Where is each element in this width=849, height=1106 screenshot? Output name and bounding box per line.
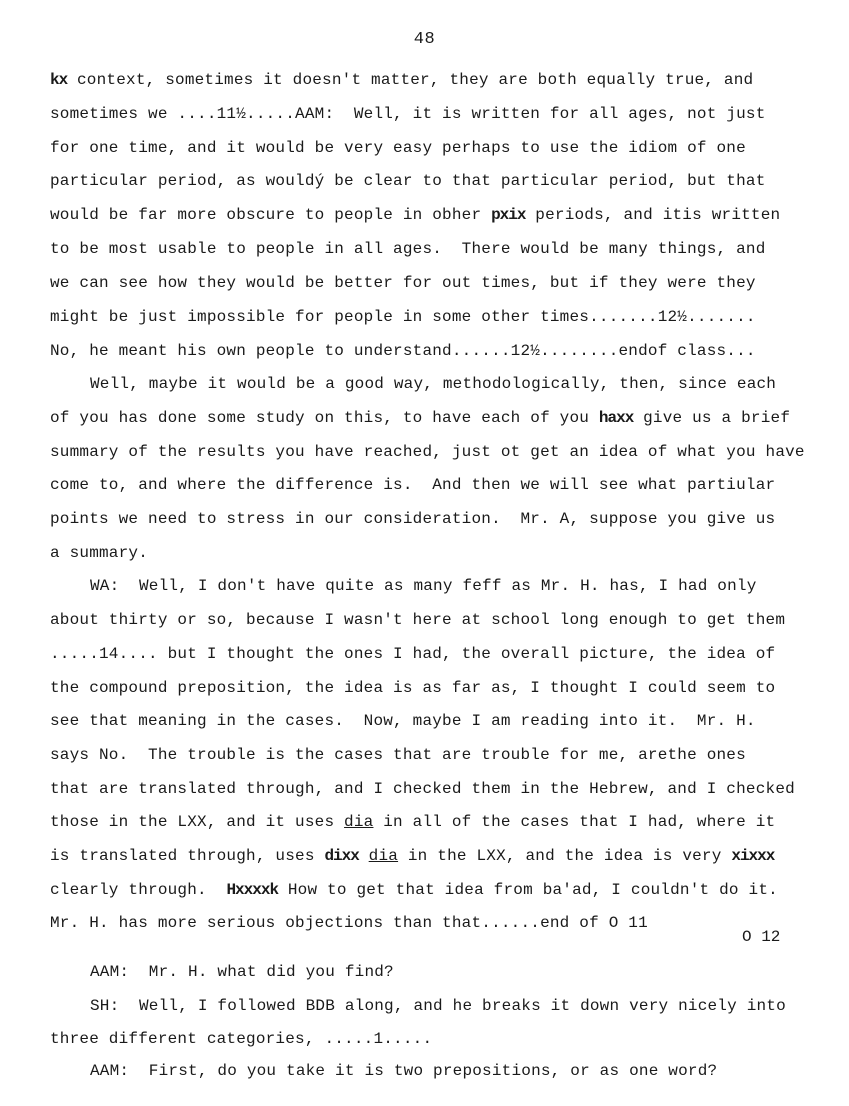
text-line	[50, 239, 766, 259]
text-line	[50, 104, 766, 124]
text-line	[50, 475, 775, 495]
struck-out-text: Hxxxxk	[226, 881, 279, 899]
text-segment: No, he meant his own people to understand......12½........endof class...	[50, 342, 756, 360]
text-segment: we can see how they would be better for out times, but if they were they	[50, 274, 756, 292]
text-segment: in all of the cases that I had, where it	[373, 813, 776, 831]
text-segment: particular period, as wouldý be clear to that particular period, but that	[50, 172, 766, 190]
text-line	[50, 543, 148, 563]
text-segment: might be just impossible for people in some other times.......12½.......	[50, 308, 756, 326]
text-line	[50, 273, 756, 293]
text-segment: three different categories, .....1.....	[50, 1030, 433, 1048]
text-segment: see that meaning in the cases. Now, maybe I am reading into it. Mr. H.	[50, 712, 756, 730]
text-line	[50, 138, 746, 158]
text-segment: summary of the results you have reached, just ot get an idea of what you have	[50, 443, 805, 461]
text-line	[50, 913, 648, 933]
text-line	[90, 996, 786, 1016]
text-line	[50, 610, 785, 630]
struck-out-text: haxx	[598, 409, 634, 427]
text-line	[50, 779, 795, 799]
text-line	[50, 442, 805, 462]
text-segment: Well, maybe it would be a good way, methodologically, then, since each	[90, 375, 777, 393]
text-segment: for one time, and it would be very easy perhaps to use the idiom of one	[50, 139, 746, 157]
text-line	[50, 678, 775, 698]
text-line	[50, 1029, 432, 1049]
text-segment: of you has done some study on this, to have each of you	[50, 409, 599, 427]
text-line	[90, 374, 776, 394]
text-line	[90, 576, 757, 596]
text-line	[50, 711, 756, 731]
text-line	[50, 307, 756, 327]
text-segment: to be most usable to people in all ages. There would be many things, and	[50, 240, 766, 258]
text-segment: is translated through, uses	[50, 847, 325, 865]
text-line	[50, 846, 774, 866]
text-segment: How to get that idea from ba'ad, I couldn't do it.	[278, 881, 778, 899]
text-segment: points we need to stress in our consideration. Mr. A, suppose you give us	[50, 510, 776, 528]
text-line	[50, 171, 766, 191]
struck-out-text: pxix	[491, 206, 526, 224]
text-segment: a summary.	[50, 544, 149, 562]
text-segment: AAM: First, do you take it is two prepositions, or as one word?	[90, 1062, 718, 1080]
text-line	[50, 812, 775, 832]
tape-marker: O 12	[742, 928, 781, 946]
text-segment: clearly through.	[50, 881, 227, 899]
text-line	[50, 205, 780, 225]
text-segment: SH: Well, I followed BDB along, and he breaks it down very nicely into	[90, 997, 786, 1015]
text-line	[50, 509, 775, 529]
text-segment: would be far more obscure to people in obher	[50, 206, 492, 224]
text-line	[50, 341, 756, 361]
struck-out-text: xixxx	[731, 847, 775, 865]
page-number: 48	[413, 30, 436, 49]
text-line	[50, 644, 775, 664]
text-segment: periods, and itis written	[525, 206, 781, 224]
text-segment: come to, and where the difference is. And then we will see what partiular	[50, 476, 776, 494]
text-line	[50, 745, 746, 765]
text-segment: in the LXX, and the idea is very	[398, 847, 732, 865]
underlined-word: dia	[344, 813, 374, 831]
text-segment: WA: Well, I don't have quite as many feff as Mr. H. has, I had only	[90, 577, 757, 595]
struck-out-text: dixx	[324, 847, 359, 865]
text-line	[90, 962, 394, 982]
text-segment: sometimes we ....11½.....AAM: Well, it is written for all ages, not just	[50, 105, 766, 123]
text-segment: Mr. H. has more serious objections than that......end of O 11	[50, 914, 648, 932]
text-segment: give us a brief	[633, 409, 791, 427]
text-segment: the compound preposition, the idea is as far as, I thought I could seem to	[50, 679, 776, 697]
text-segment: .....14.... but I thought the ones I had, the overall picture, the idea of	[50, 645, 776, 663]
text-line	[50, 70, 753, 90]
text-segment: about thirty or so, because I wasn't here at school long enough to get them	[50, 611, 786, 629]
text-segment: AAM: Mr. H. what did you find?	[90, 963, 394, 981]
text-segment: that are translated through, and I checked them in the Hebrew, and I checked	[50, 780, 795, 798]
underlined-word: dia	[368, 847, 399, 865]
text-line	[50, 880, 778, 900]
text-segment: context, sometimes it doesn't matter, they are both equally true, and	[67, 71, 754, 89]
text-line	[90, 1061, 717, 1081]
struck-out-text: kx	[50, 71, 68, 89]
text-segment	[359, 847, 369, 865]
text-segment: says No. The trouble is the cases that are trouble for me, arethe ones	[50, 746, 746, 764]
text-line	[50, 408, 790, 428]
text-segment: those in the LXX, and it uses	[50, 813, 345, 831]
